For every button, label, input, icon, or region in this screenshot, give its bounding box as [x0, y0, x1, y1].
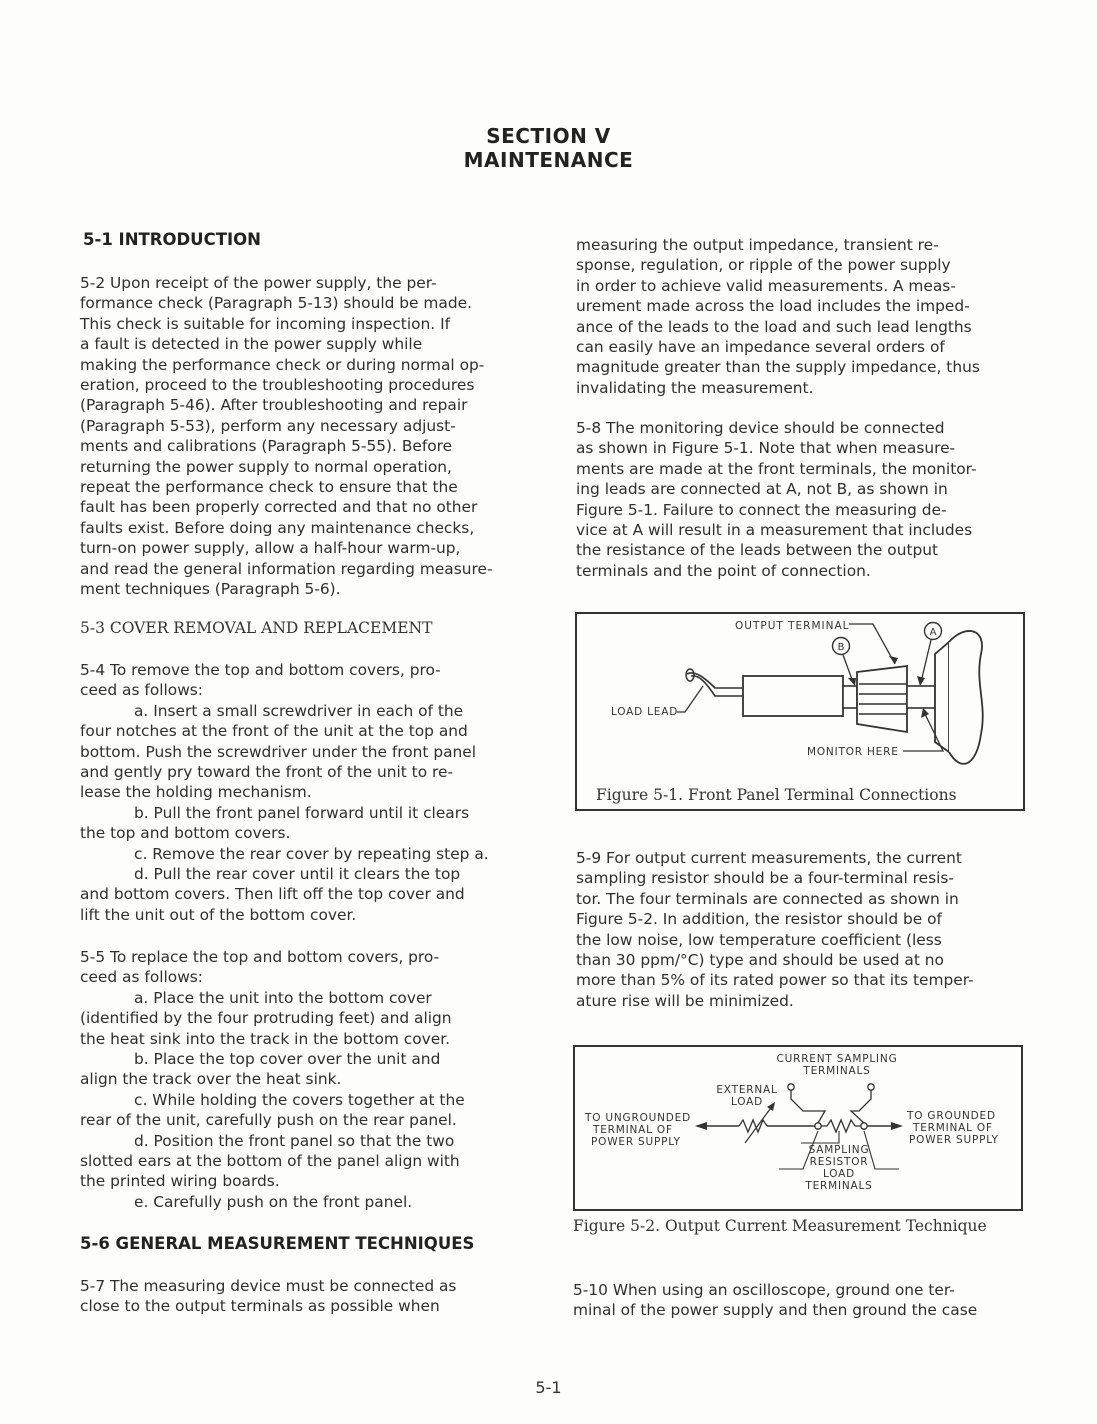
text-line: b. Pull the front panel forward until it clears: [134, 803, 470, 822]
paragraph-5-10: [573, 1280, 1043, 1321]
paragraph-5-7: [80, 1276, 550, 1317]
text-line: turn-on power supply, allow a half-hour warm-up,: [80, 539, 461, 558]
text-line: ing leads are connected at A, not B, as shown in: [576, 480, 948, 499]
text-line: eration, proceed to the troubleshooting procedures: [80, 376, 475, 395]
sampling-terminal-left: [788, 1084, 794, 1090]
paragraph-5-4: [80, 660, 550, 925]
text-line: formance check (Paragraph 5-13) should be made.: [80, 294, 472, 313]
plug-body: [743, 676, 843, 716]
label-load: LOAD: [822, 1168, 856, 1180]
text-line: ments are made at the front terminals, the monitor-: [576, 459, 977, 478]
heading-measurement-techniques: 5-6 GENERAL MEASUREMENT TECHNIQUES: [80, 1234, 475, 1253]
text-line: a fault is detected in the power supply while: [80, 335, 423, 354]
text-line: faults exist. Before doing any maintenance checks,: [80, 518, 475, 537]
label-grounded-power: POWER SUPPLY: [909, 1134, 999, 1146]
text-line: four notches at the front of the unit at the top and: [80, 722, 468, 741]
text-line: as shown in Figure 5-1. Note that when measure-: [576, 439, 956, 458]
text-line: Figure 5-2. In addition, the resistor should be of: [576, 910, 942, 929]
page-number: 5-1: [535, 1378, 562, 1397]
text-line: and bottom covers. Then lift off the top cover and: [80, 885, 465, 904]
load-lead-wire: [687, 673, 743, 688]
heading-introduction: 5-1 INTRODUCTION: [83, 230, 261, 249]
text-line: measuring the output impedance, transient re-: [576, 236, 939, 254]
text-line: ment techniques (Paragraph 5-6).: [80, 580, 341, 599]
text-line: 5-5 To replace the top and bottom covers, pro-: [80, 948, 440, 966]
text-line: returning the power supply to normal operation,: [80, 457, 452, 476]
text-line: can easily have an impedance several orders of: [576, 338, 945, 357]
panel-edge: [949, 631, 983, 764]
text-line: 5-2 Upon receipt of the power supply, the per-: [80, 274, 437, 292]
text-line: (Paragraph 5-53), perform any necessary adjust-: [80, 416, 456, 435]
external-load-resistor: [739, 1120, 767, 1132]
text-line: in order to achieve valid measurements. A meas-: [576, 276, 956, 295]
text-line: ceed as follows:: [80, 968, 203, 987]
text-line: vice at A will result in a measurement that includes: [576, 521, 973, 540]
text-line: e. Carefully push on the front panel.: [134, 1192, 413, 1211]
text-line: a. Insert a small screwdriver in each of the: [134, 701, 464, 720]
text-line: the resistance of the leads between the output: [576, 541, 939, 560]
text-line: terminals and the point of connection.: [576, 561, 871, 580]
paragraph-5-8: [576, 418, 1046, 581]
section-number: SECTION V: [486, 124, 611, 148]
text-line: slotted ears at the bottom of the panel align with: [80, 1152, 460, 1171]
text-line: the heat sink into the track in the bottom cover.: [80, 1029, 451, 1048]
text-line: 5-4 To remove the top and bottom covers, pro-: [80, 661, 441, 679]
text-line: d. Position the front panel so that the two: [134, 1131, 455, 1150]
front-panel: [935, 642, 949, 752]
figure-5-1-caption: Figure 5-1. Front Panel Terminal Connections: [596, 786, 957, 804]
figure-5-2: [573, 1045, 1023, 1211]
figure-5-2-caption: Figure 5-2. Output Current Measurement Technique: [573, 1217, 987, 1235]
paragraph-5-2: [80, 273, 550, 600]
text-line: bottom. Push the screwdriver under the front panel: [80, 742, 477, 761]
label-external-load: LOAD: [730, 1096, 764, 1108]
label-external: EXTERNAL: [716, 1084, 778, 1096]
text-line: the printed wiring boards.: [80, 1172, 280, 1191]
plug-neck: [843, 686, 857, 708]
text-line: close to the output terminals as possible when: [80, 1297, 440, 1316]
label-monitor-here: MONITOR HERE: [807, 746, 899, 758]
label-output-terminal: OUTPUT TERMINAL: [735, 620, 850, 632]
heading-cover-removal: 5-3 COVER REMOVAL AND REPLACEMENT: [80, 619, 433, 637]
text-line: This check is suitable for incoming inspection. If: [80, 314, 451, 333]
label-ungrounded: TO UNGROUNDED: [585, 1112, 691, 1124]
label-current-sampling: CURRENT SAMPLING: [776, 1053, 898, 1065]
text-line: invalidating the measurement.: [576, 378, 814, 397]
text-line: sampling resistor should be a four-terminal resis-: [576, 869, 954, 888]
text-line: tor. The four terminals are connected as shown in: [576, 889, 959, 908]
text-line: more than 5% of its rated power so that its temper-: [576, 971, 974, 990]
text-line: and read the general information regarding measure-: [80, 559, 493, 578]
text-line: and gently pry toward the front of the unit to re-: [80, 763, 454, 782]
text-line: c. While holding the covers together at the: [134, 1090, 465, 1109]
label-current-sampling-terminals: TERMINALS: [803, 1065, 871, 1077]
text-line: sponse, regulation, or ripple of the power supply: [576, 256, 951, 275]
section-title: MAINTENANCE: [463, 148, 634, 172]
text-line: fault has been properly corrected and that no other: [80, 498, 478, 517]
text-line: d. Pull the rear cover until it clears the top: [134, 865, 461, 884]
text-line: rear of the unit, carefully push on the rear panel.: [80, 1111, 457, 1130]
text-line: than 30 ppm/°C) type and should be used at no: [576, 951, 944, 970]
text-line: b. Place the top cover over the unit and: [134, 1050, 441, 1069]
text-line: (Paragraph 5-46). After troubleshooting and repair: [80, 396, 468, 415]
text-line: lift the unit out of the bottom cover.: [80, 905, 357, 924]
label-sampling: SAMPLING: [808, 1144, 870, 1156]
label-grounded: TO GROUNDED: [907, 1110, 996, 1122]
text-line: urement made across the load includes the imped-: [576, 297, 970, 316]
current-sampling-diagram: [575, 1047, 1021, 1209]
sampling-terminal-right: [868, 1084, 874, 1090]
text-line: ceed as follows:: [80, 681, 203, 700]
text-line: ments and calibrations (Paragraph 5-55). Before: [80, 437, 453, 456]
text-line: minal of the power supply and then ground the case: [573, 1301, 978, 1320]
label-load-lead: LOAD LEAD: [611, 706, 679, 718]
label-ungrounded-terminal: TERMINAL OF: [593, 1124, 673, 1136]
text-line: a. Place the unit into the bottom cover: [134, 988, 432, 1007]
text-line: Figure 5-1. Failure to connect the measuring de-: [576, 500, 947, 519]
paragraph-5-5: [80, 947, 550, 1212]
text-line: 5-9 For output current measurements, the current: [576, 849, 962, 867]
text-line: align the track over the heat sink.: [80, 1070, 342, 1089]
label-ungrounded-power: POWER SUPPLY: [591, 1136, 681, 1148]
binding-post: [857, 666, 907, 732]
sampling-resistor: [821, 1120, 861, 1132]
paragraph-5-9: [576, 848, 1046, 1011]
text-line: 5-10 When using an oscilloscope, ground one ter-: [573, 1281, 955, 1299]
text-line: lease the holding mechanism.: [80, 783, 312, 802]
text-line: c. Remove the rear cover by repeating step a.: [134, 844, 489, 863]
text-line: 5-8 The monitoring device should be connected: [576, 419, 945, 437]
label-a: A: [929, 627, 937, 638]
terminal-diagram: [577, 614, 1023, 809]
paragraph-5-7-continued: [576, 235, 1046, 398]
text-line: making the performance check or during normal op-: [80, 355, 485, 374]
text-line: (identified by the four protruding feet) and align: [80, 1009, 452, 1028]
label-grounded-terminal: TERMINAL OF: [913, 1122, 993, 1134]
text-line: 5-7 The measuring device must be connected as: [80, 1277, 457, 1295]
text-line: ance of the leads to the load and such lead lengths: [576, 317, 972, 336]
figure-5-1: [575, 612, 1025, 811]
text-line: the low noise, low temperature coefficient (less: [576, 930, 942, 949]
text-line: magnitude greater than the supply impedance, thus: [576, 358, 980, 377]
terminal-shaft: [907, 686, 935, 708]
text-line: repeat the performance check to ensure that the: [80, 478, 458, 497]
text-line: the top and bottom covers.: [80, 824, 291, 843]
text-line: ature rise will be minimized.: [576, 991, 794, 1010]
label-resistor: RESISTOR: [809, 1156, 869, 1168]
label-b: B: [837, 642, 845, 653]
label-load-terminals: TERMINALS: [805, 1180, 873, 1192]
